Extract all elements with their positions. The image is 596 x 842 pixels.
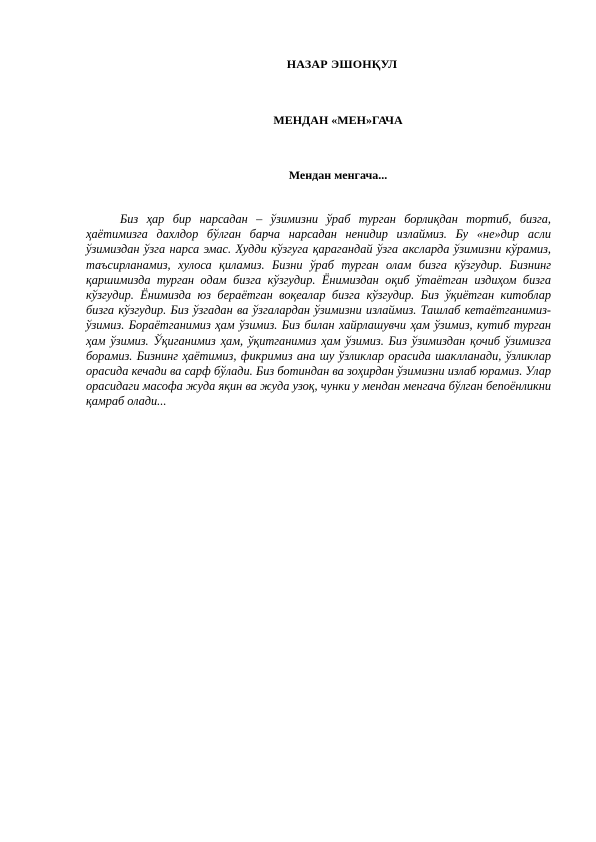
author-name: НАЗАР ЭШОНҚУЛ: [286, 57, 398, 71]
document-subtitle: Мендан менгача...: [288, 168, 388, 182]
document-title: МЕНДАН «МЕН»ГАЧА: [273, 113, 403, 127]
body-paragraph: Биз ҳар бир нарсадан – ўзимизни ўраб турган борлиқдан тортиб, бизга, ҳаётимизга дахлдор бўлган барча нарсадан ненидир излаймиз. Бу «не»дир асли ўзимиздан ўзга нарса эмас. Худди кўзгуга қарагандай ўзга аксларда ўзимизни кўрамиз, таъсирланамиз, хулоса қиламиз. Бизни ўраб турган олам бизга кўзгудир. Бизнинг қаршимизда турган одам бизга кўзгудир. Ёнимиздан оқиб ўтаётган издиҳом бизга кўзгудир. Ёнимизда юз бераётган воқеалар бизга кўзгудир. Биз ўқиётган китоблар бизга кўзгудир. Биз ўзгадан ва ўзгалардан ўзимизни излаймиз. Ташлаб кетаётганимиз-ўзимиз. Бораётганимиз ҳам ўзимиз. Биз билан хайрлашувчи ҳам ўзимиз, кутиб турган ҳам ўзимиз. Ўқиганимиз ҳам, ўқитганимиз ҳам ўзимиз. Биз ўзимиздан қочиб ўзимизга борамиз. Бизнинг ҳаётимиз, фикримиз ана шу ўзликлар орасида шаклланади, ўзликлар орасида кечади ва сарф бўлади. Биз ботиндан ва зоҳирдан ўзимизни излаб юрамиз. Улар орасидаги масофа жуда яқин ва жуда узоқ, чунки у мендан менгача бўлган бепоёнликни қамраб олади...: [86, 212, 551, 409]
